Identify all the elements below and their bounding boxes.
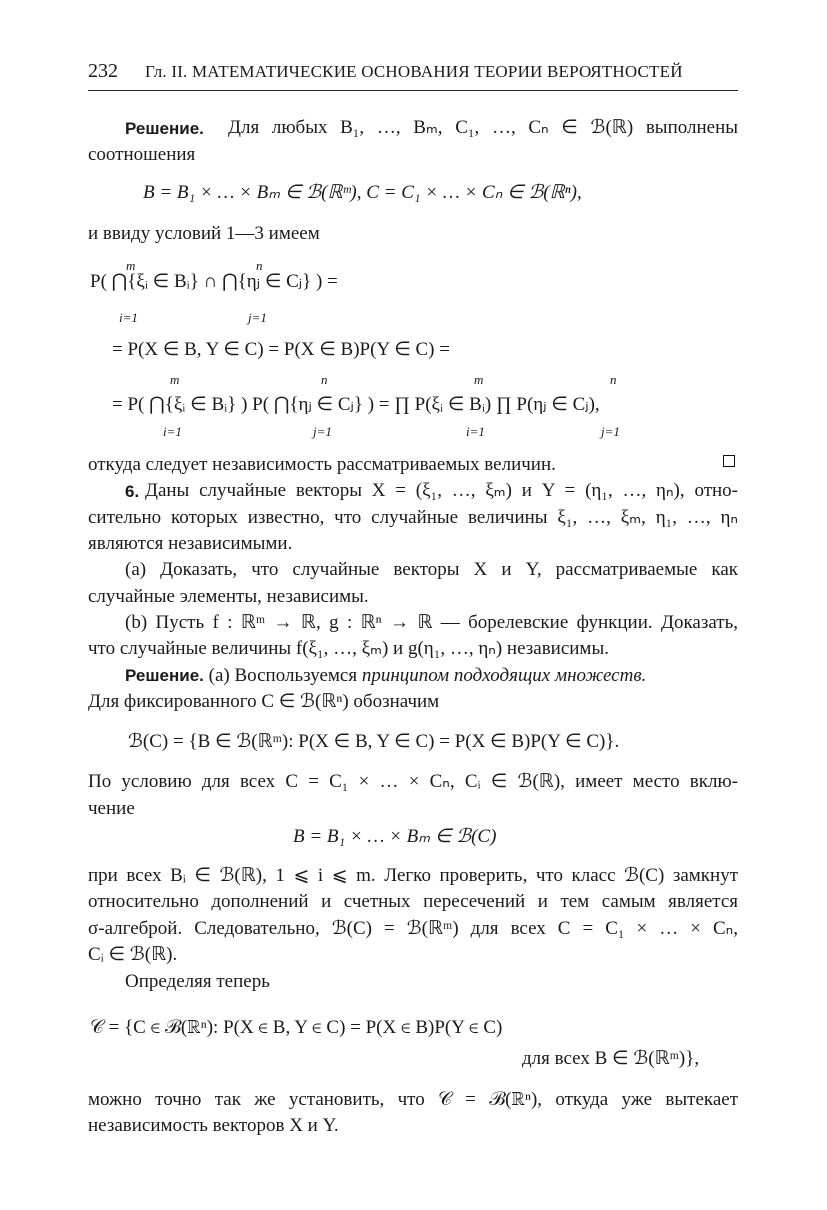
limit-upper-m: m	[126, 258, 136, 273]
problem-6-part-a-2: случайные элементы, независимы.	[88, 586, 369, 607]
limit-upper-n-3: n	[610, 372, 617, 387]
qed-square-icon	[723, 455, 735, 467]
solution-2-line-4: чение	[88, 798, 135, 819]
solution-1-line-2: соотношения	[88, 144, 196, 165]
solution-2-line-3: По условию для всех C = C₁ × … × Cₙ, Cᵢ ∈ ℬ(ℝ), имеет место вклю-	[88, 771, 738, 792]
limit-lower-i: i=1	[119, 310, 138, 325]
solution-1-line-3: и ввиду условий 1—3 имеем	[88, 223, 320, 244]
solution-2-line-8: Cᵢ ∈ ℬ(ℝ).	[88, 944, 178, 965]
limit-upper-n: n	[256, 258, 263, 273]
equation-line-2: = P(X ∈ B, Y ∈ C) = P(X ∈ B)P(Y ∈ C) =	[112, 339, 450, 360]
limit-lower-j-3: j=1	[601, 424, 620, 439]
problem-6-text-1: Даны случайные векторы X = (ξ₁, …, ξₘ) и Y = (η₁, …, ηₙ), отно-	[145, 480, 738, 501]
equation-borel-class: ℬ(C) = {B ∈ ℬ(ℝᵐ): P(X ∈ B, Y ∈ C) = P(X ∈ B)P(Y ∈ C)}.	[128, 731, 620, 752]
problem-6-part-b-1: (b) Пусть f : ℝᵐ → ℝ, g : ℝⁿ → ℝ — борелевские функции. Доказать,	[125, 612, 738, 633]
problem-6-text-3: являются независимыми.	[88, 533, 293, 554]
equation-sets: B = B₁ × … × Bₘ ∈ ℬ(ℝᵐ), C = C₁ × … × Cₙ ∈ ℬ(ℝⁿ),	[143, 182, 582, 203]
running-title: Гл. II. МАТЕМАТИЧЕСКИЕ ОСНОВАНИЯ ТЕОРИИ ВЕРОЯТНОСТЕЙ	[145, 62, 683, 81]
solution-2-line-9: Определяя теперь	[125, 971, 270, 992]
problem-6-part-b-2: что случайные величины f(ξ₁, …, ξₘ) и g(η₁, …, ηₙ) независимы.	[88, 638, 609, 659]
solution-2-line-2: Для фиксированного C ∈ ℬ(ℝⁿ) обозначим	[88, 691, 440, 712]
equation-line-3: = P( ⋂{ξᵢ ∈ Bᵢ} ) P( ⋂{ηⱼ ∈ Cⱼ} ) = ∏ P(ξᵢ ∈ Bᵢ) ∏ P(ηⱼ ∈ Cⱼ),	[112, 394, 600, 415]
solution-2-line-7: σ-алгеброй. Следовательно, ℬ(C) = ℬ(ℝᵐ) для всех C = C₁ × … × Cₙ,	[88, 918, 738, 939]
solution-1-conclusion: откуда следует независимость рассматриваемых величин.	[88, 454, 556, 475]
limit-lower-j: j=1	[248, 310, 267, 325]
equation-C-class-2: для всех B ∈ ℬ(ℝᵐ)},	[522, 1048, 700, 1069]
solution-2-line-10: можно точно так же установить, что 𝒞 = ℬ(ℝⁿ), откуда уже вытекает	[88, 1089, 738, 1110]
limit-lower-j-2: j=1	[313, 424, 332, 439]
solution-2-line-11: независимость векторов X и Y.	[88, 1115, 339, 1136]
limit-lower-i-2: i=1	[163, 424, 182, 439]
limit-upper-m-2: m	[170, 372, 180, 387]
running-header	[88, 60, 738, 91]
page-number: 232	[88, 60, 118, 82]
limit-upper-m-3: m	[474, 372, 484, 387]
equation-B-product: B = B₁ × … × Bₘ ∈ ℬ(C)	[293, 826, 497, 847]
solution-1-label: Решение.	[125, 119, 204, 138]
solution-2-line-6: относительно дополнений и счетных пересечений и тем самым является	[88, 891, 738, 912]
solution-2-line-1: Решение. (a) Воспользуемся принципом подходящих множеств.	[125, 665, 647, 686]
problem-6-number: 6.	[125, 482, 140, 501]
problem-6-part-a-1: (a) Доказать, что случайные векторы X и Y, рассматриваемые как	[125, 559, 738, 580]
solution-1-line-1: Для любых B₁, …, Bₘ, C₁, …, Cₙ ∈ ℬ(ℝ) выполнены	[228, 117, 738, 138]
problem-6-text-2: сительно которых известно, что случайные величины ξ₁, …, ξₘ, η₁, …, ηₙ	[88, 507, 738, 528]
equation-C-class-1: 𝒞 = {C ∈ ℬ(ℝⁿ): P(X ∈ B, Y ∈ C) = P(X ∈ B)P(Y ∈ C)	[90, 1017, 503, 1038]
limit-upper-n-2: n	[321, 372, 328, 387]
equation-line-1: P( ⋂{ξᵢ ∈ Bᵢ} ∩ ⋂{ηⱼ ∈ Cⱼ} ) =	[90, 271, 338, 292]
solution-2-line-5: при всех Bᵢ ∈ ℬ(ℝ), 1 ⩽ i ⩽ m. Легко проверить, что класс ℬ(C) замкнут	[88, 865, 738, 886]
limit-lower-i-3: i=1	[466, 424, 485, 439]
